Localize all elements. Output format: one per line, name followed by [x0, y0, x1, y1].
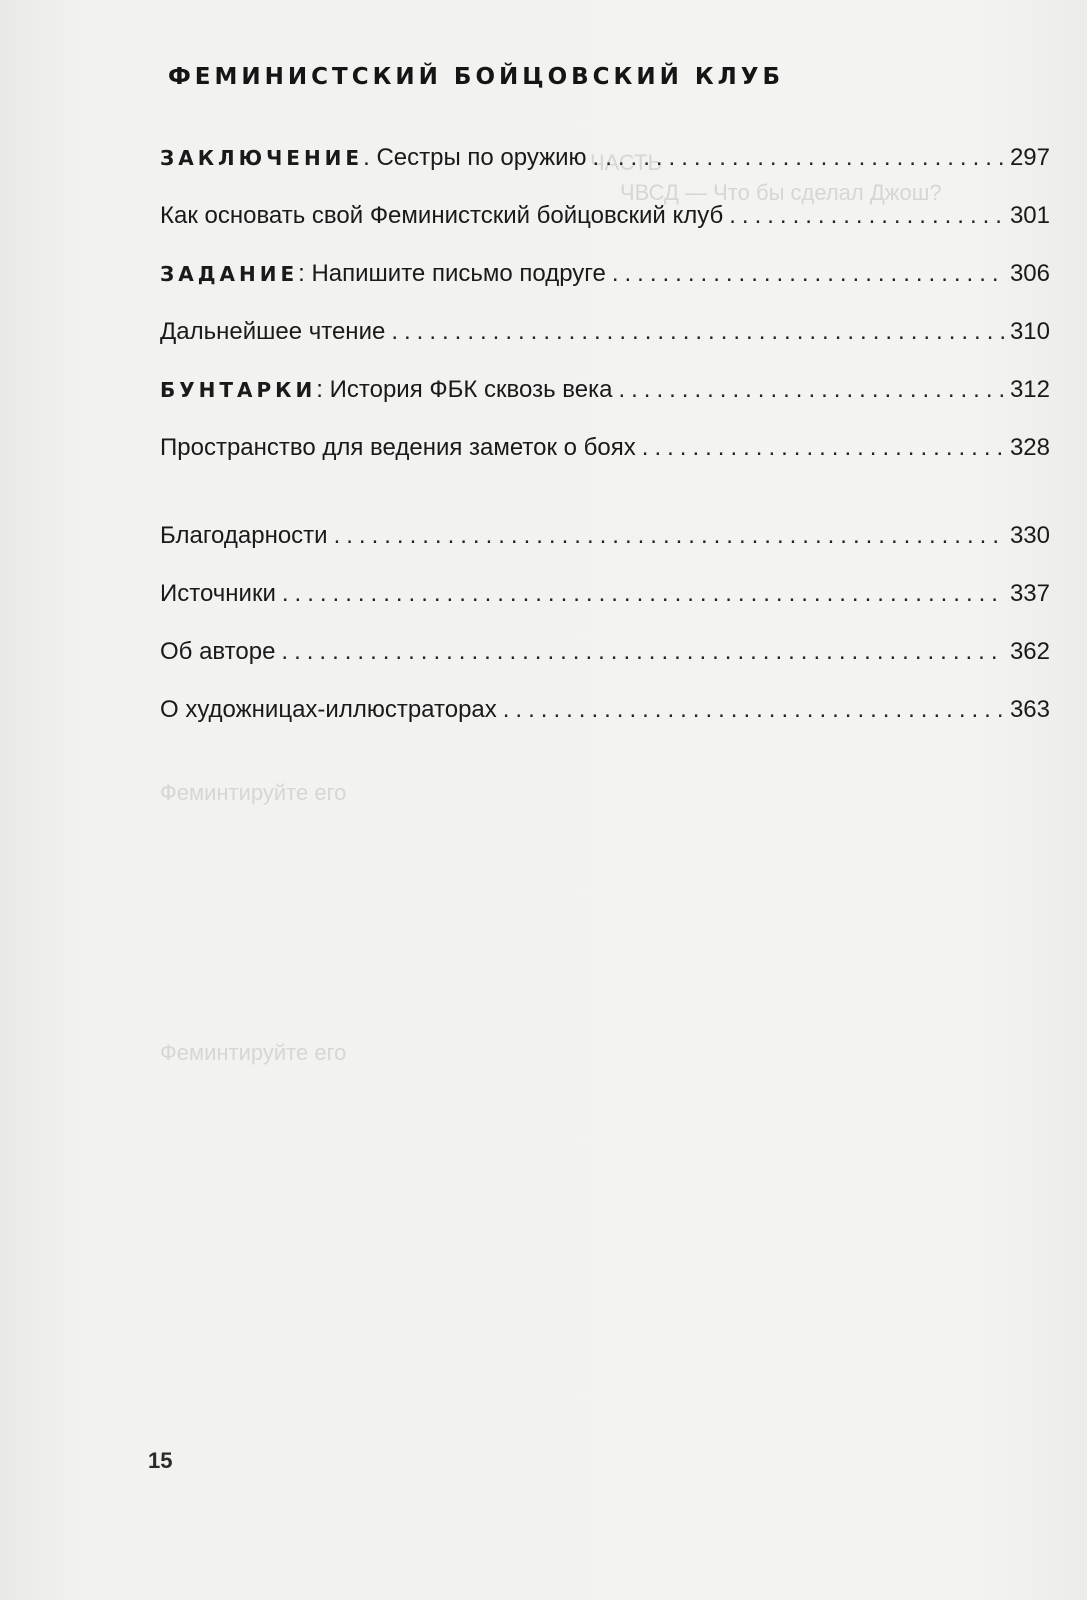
toc-page-number: 330	[1009, 522, 1050, 549]
show-through-text: Феминтируйте его	[160, 780, 347, 805]
toc-leader-dots	[334, 518, 1004, 554]
toc-page-number: 297	[1009, 144, 1050, 171]
toc-entry-label: О художницах-иллюстраторах	[160, 696, 497, 723]
toc-page-number: 362	[1009, 638, 1050, 665]
toc-entry-label: Благодарности	[160, 522, 328, 549]
toc-entry-title	[160, 430, 636, 466]
toc-entry[interactable]	[160, 692, 1050, 728]
toc-page-number: 301	[1009, 202, 1050, 229]
toc-entry-label: История ФБК сквозь века	[329, 376, 613, 403]
running-head: ФЕМИНИСТСКИЙ БОЙЦОВСКИЙ КЛУБ	[168, 64, 785, 90]
toc-entry-title	[160, 314, 385, 350]
toc-page-number: 363	[1009, 696, 1050, 723]
toc-entry-label: Об авторе	[160, 638, 276, 665]
toc-page-number: 312	[1009, 376, 1050, 403]
toc-entry[interactable]	[160, 140, 1050, 176]
toc-entry[interactable]	[160, 198, 1050, 234]
toc-entry-label: Дальнейшее чтение	[160, 318, 386, 345]
toc-entry-title	[160, 198, 723, 234]
toc-leader-dots	[618, 372, 1004, 408]
toc-leader-dots	[391, 314, 1004, 350]
toc-entry-prefix: БУНТАРКИ	[160, 378, 317, 402]
footer-page-number: 15	[148, 1448, 173, 1473]
toc-leader-dots	[729, 198, 1004, 234]
toc-page-number: 306	[1009, 260, 1050, 287]
toc-entry[interactable]	[160, 576, 1050, 612]
toc-entry-prefix: ЗАДАНИЕ	[160, 262, 299, 286]
toc-page-number: 310	[1009, 318, 1050, 345]
toc-page-number: 328	[1009, 434, 1050, 461]
toc-entry[interactable]	[160, 634, 1050, 670]
toc-entry[interactable]	[160, 430, 1050, 466]
toc-entry-title	[160, 692, 497, 728]
toc-entry[interactable]	[160, 518, 1050, 554]
toc-leader-dots	[281, 634, 1004, 670]
toc-entry[interactable]	[160, 314, 1050, 350]
toc-entry-label: Источники	[160, 580, 276, 607]
toc-entry-separator: :	[316, 376, 330, 403]
toc-entry[interactable]	[160, 256, 1050, 292]
toc-leader-dots	[503, 692, 1004, 728]
toc-leader-dots	[593, 140, 1004, 176]
toc-entry-prefix: ЗАКЛЮЧЕНИЕ	[160, 146, 364, 170]
show-through-text: ЧАСТЬ	[590, 150, 662, 175]
toc-leader-dots	[612, 256, 1004, 292]
show-through-text: ЧВСД — Что бы сделал Джош?	[620, 180, 942, 205]
toc-entry-label: Пространство для ведения заметок о боях	[160, 434, 636, 461]
toc-leader-dots	[642, 430, 1004, 466]
toc-entry-title	[160, 518, 328, 554]
toc-entry-label: Сестры по оружию	[376, 144, 587, 171]
toc-entry-separator: :	[298, 260, 312, 287]
toc-page-number: 337	[1009, 580, 1050, 607]
toc-entry-title	[160, 576, 276, 612]
toc-entry-title	[160, 372, 612, 408]
toc-entry[interactable]	[160, 372, 1050, 408]
toc-leader-dots	[282, 576, 1004, 612]
toc-entry-title	[160, 634, 275, 670]
show-through-text: Феминтируйте его	[160, 1040, 347, 1065]
toc-entry-title	[160, 256, 606, 292]
toc-entry-title	[160, 140, 587, 176]
toc-entry-label: Напишите письмо подруге	[311, 260, 606, 287]
toc-entry-label: Как основать свой Феминистский бойцовский клуб	[160, 202, 724, 229]
toc-entry-separator: .	[363, 144, 377, 171]
